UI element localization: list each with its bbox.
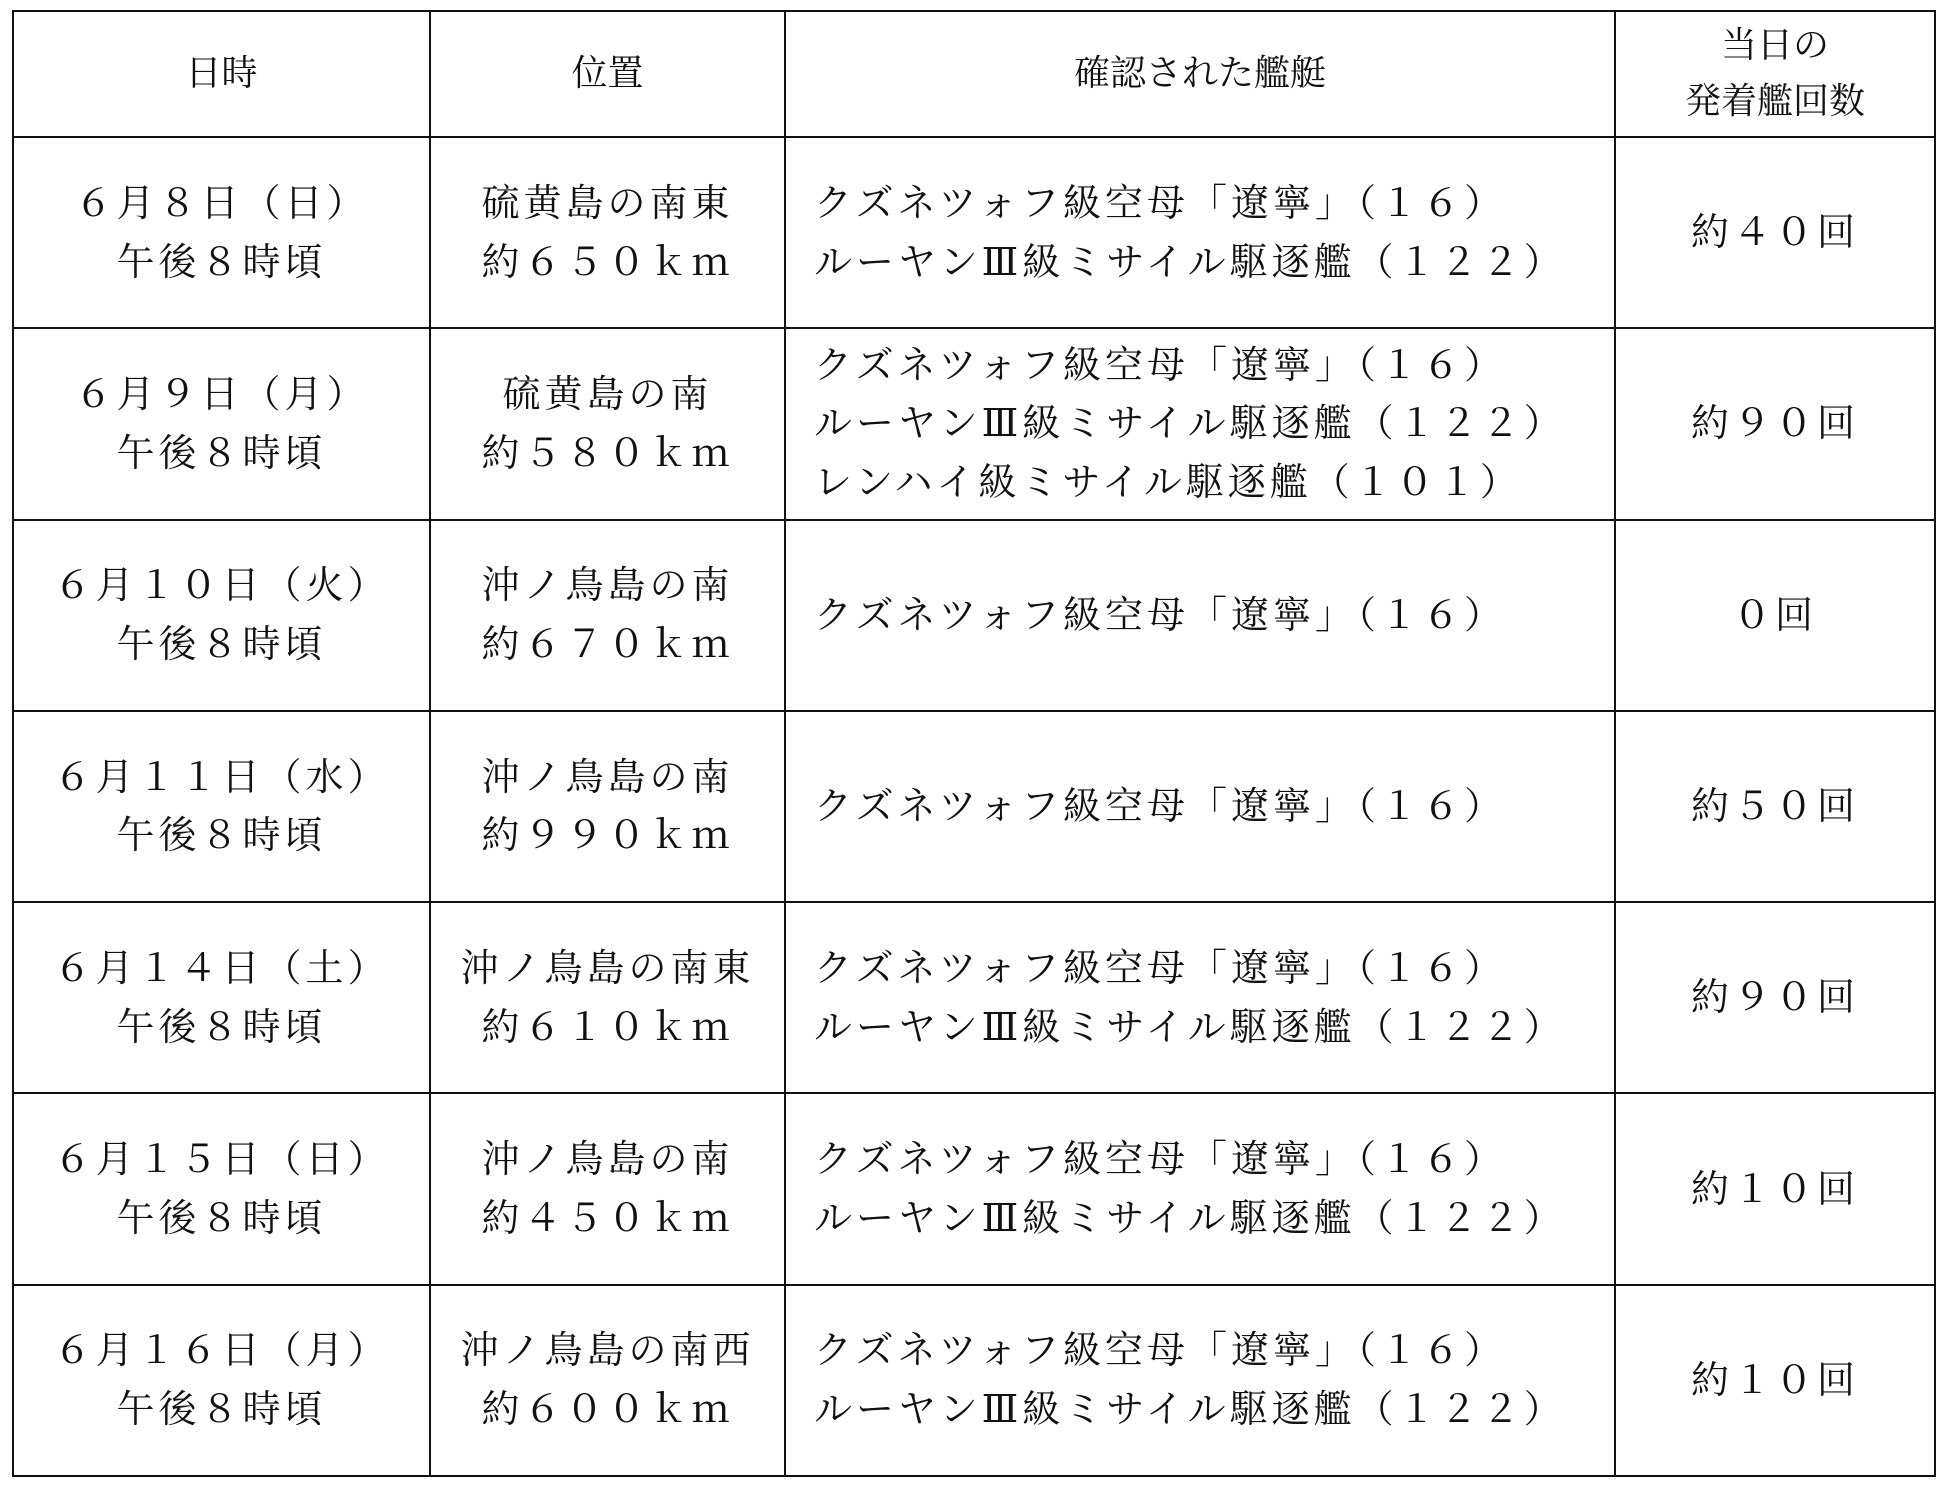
vessel-entry: クズネツォフ級空母「遼寧」（１６） (814, 784, 1506, 829)
time-text: 午後８時頃 (116, 430, 327, 475)
vessels-cell (785, 902, 1615, 1093)
position-cell (430, 1285, 785, 1476)
date-text: ６月１６日（月） (53, 1328, 390, 1373)
position-cell (430, 902, 785, 1093)
header-vessels: 確認された艦艇 (785, 11, 1615, 137)
header-datetime: 日時 (13, 11, 430, 137)
header-count (1615, 11, 1935, 137)
vessels-cell (785, 1093, 1615, 1284)
table-row (13, 1093, 1935, 1284)
time-text: 午後８時頃 (116, 813, 327, 858)
vessel-activity-table (12, 10, 1936, 1477)
count-cell: 約９０回 (1615, 902, 1935, 1093)
count-cell: 約１０回 (1615, 1285, 1935, 1476)
vessel-entry: クズネツォフ級空母「遼寧」（１６） (814, 592, 1506, 637)
count-cell: 約９０回 (1615, 328, 1935, 519)
count-cell: 約１０回 (1615, 1093, 1935, 1284)
date-text: ６月１５日（日） (53, 1137, 390, 1182)
time-text: 午後８時頃 (116, 1196, 327, 1241)
vessel-entry: ルーヤンⅢ級ミサイル駆逐艦（１２２） (814, 401, 1566, 446)
position-cell (430, 520, 785, 711)
count-cell: ０回 (1615, 520, 1935, 711)
vessel-entry: クズネツォフ級空母「遼寧」（１６） (814, 945, 1506, 990)
position-cell (430, 328, 785, 519)
vessel-entry: ルーヤンⅢ級ミサイル駆逐艦（１２２） (814, 1387, 1566, 1432)
header-position: 位置 (430, 11, 785, 137)
position-cell (430, 1093, 785, 1284)
vessel-entry: クズネツォフ級空母「遼寧」（１６） (814, 1328, 1506, 1373)
vessel-entry: ルーヤンⅢ級ミサイル駆逐艦（１２２） (814, 239, 1566, 284)
datetime-cell (13, 137, 430, 328)
date-text: ６月１０日（火） (53, 563, 390, 608)
position-distance: 約４５０ｋｍ (481, 1196, 734, 1241)
date-text: ６月１４日（土） (53, 945, 390, 990)
vessel-entry: クズネツォフ級空母「遼寧」（１６） (814, 1137, 1506, 1182)
position-area: 硫黄島の南 (502, 372, 713, 417)
datetime-cell (13, 1285, 430, 1476)
position-distance: 約６７０ｋｍ (481, 622, 734, 667)
table-row (13, 137, 1935, 328)
table-header-row (13, 11, 1935, 137)
position-cell (430, 711, 785, 902)
datetime-cell (13, 328, 430, 519)
table-row (13, 520, 1935, 711)
vessel-entry: クズネツォフ級空母「遼寧」（１６） (814, 180, 1506, 225)
position-distance: 約５８０ｋｍ (481, 430, 734, 475)
table-row (13, 902, 1935, 1093)
position-cell (430, 137, 785, 328)
position-distance: 約６００ｋｍ (481, 1387, 734, 1432)
date-text: ６月８日（日） (74, 180, 369, 225)
position-area: 沖ノ鳥島の南 (481, 1137, 734, 1182)
count-cell: 約４０回 (1615, 137, 1935, 328)
vessels-cell (785, 520, 1615, 711)
vessel-entry: ルーヤンⅢ級ミサイル駆逐艦（１２２） (814, 1004, 1566, 1049)
datetime-cell (13, 711, 430, 902)
vessel-entry: クズネツォフ級空母「遼寧」（１６） (814, 342, 1506, 387)
vessels-cell (785, 328, 1615, 519)
vessel-entry: ルーヤンⅢ級ミサイル駆逐艦（１２２） (814, 1196, 1566, 1241)
time-text: 午後８時頃 (116, 622, 327, 667)
count-cell: 約５０回 (1615, 711, 1935, 902)
header-count-line1: 当日の (1720, 25, 1829, 67)
date-text: ６月９日（月） (74, 372, 369, 417)
table-row (13, 1285, 1935, 1476)
datetime-cell (13, 902, 430, 1093)
position-area: 沖ノ鳥島の南西 (460, 1328, 755, 1373)
position-distance: 約６５０ｋｍ (481, 239, 734, 284)
vessels-cell (785, 137, 1615, 328)
vessels-cell (785, 1285, 1615, 1476)
date-text: ６月１１日（水） (53, 754, 390, 799)
table-row (13, 711, 1935, 902)
header-count-line2: 発着艦回数 (1684, 81, 1865, 122)
datetime-cell (13, 1093, 430, 1284)
time-text: 午後８時頃 (116, 239, 327, 284)
position-area: 沖ノ鳥島の南 (481, 754, 734, 799)
vessel-activity-table-container (12, 10, 1934, 1477)
position-area: 沖ノ鳥島の南東 (460, 945, 755, 990)
position-area: 硫黄島の南東 (481, 180, 734, 225)
datetime-cell (13, 520, 430, 711)
vessels-cell (785, 711, 1615, 902)
table-row (13, 328, 1935, 519)
time-text: 午後８時頃 (116, 1387, 327, 1432)
vessel-entry: レンハイ級ミサイル駆逐艦（１０１） (814, 460, 1522, 505)
position-distance: 約６１０ｋｍ (481, 1004, 734, 1049)
time-text: 午後８時頃 (116, 1004, 327, 1049)
position-area: 沖ノ鳥島の南 (481, 563, 734, 608)
position-distance: 約９９０ｋｍ (481, 813, 734, 858)
